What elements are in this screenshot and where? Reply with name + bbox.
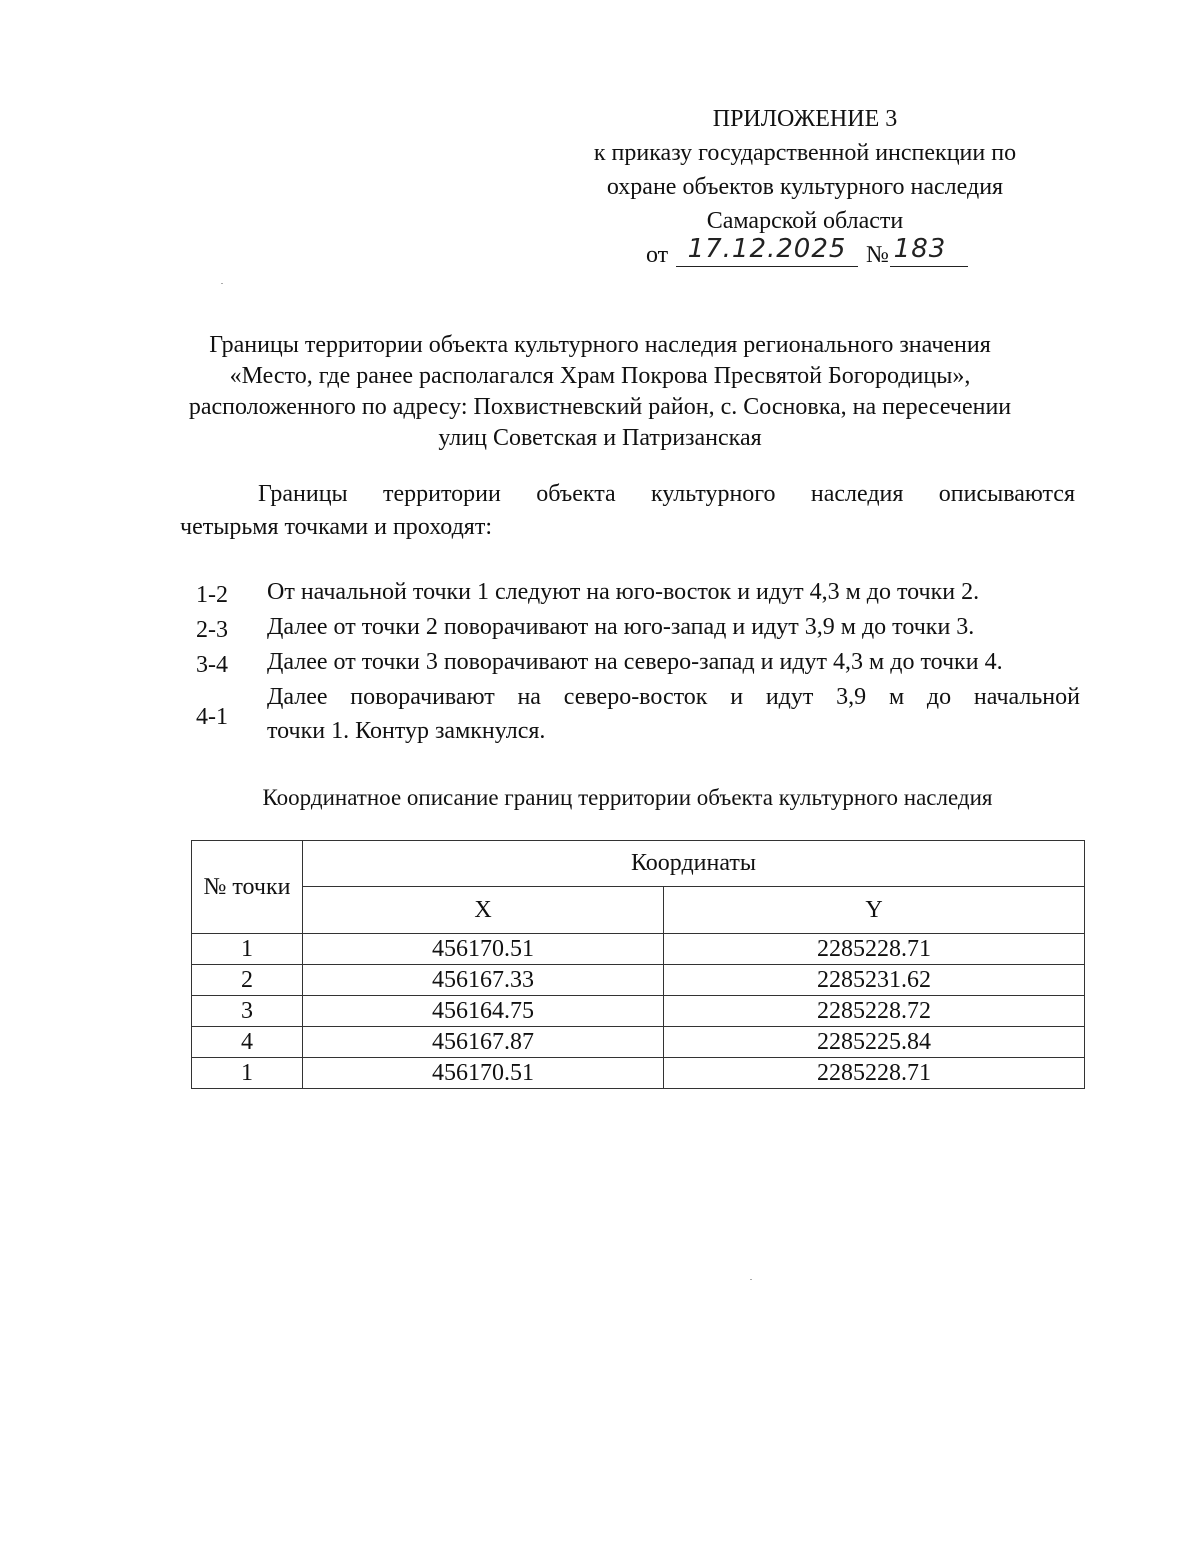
header-x: X bbox=[303, 887, 664, 934]
route-description: Далее от точки 2 поворачивают на юго-запад и идут 3,9 м до точки 3. bbox=[267, 614, 975, 640]
intro-paragraph bbox=[180, 478, 1075, 544]
route-description-line-2: точки 1. Контур замкнулся. bbox=[267, 718, 546, 744]
table-row bbox=[192, 965, 1085, 996]
date-underline bbox=[676, 266, 858, 267]
cell-point: 1 bbox=[192, 934, 303, 965]
cell-x: 456167.33 bbox=[303, 965, 664, 996]
route-item bbox=[180, 645, 1080, 679]
cell-y: 2285228.71 bbox=[664, 934, 1085, 965]
scan-speck bbox=[221, 283, 223, 284]
route-code: 4-1 bbox=[196, 704, 228, 730]
cell-x: 456170.51 bbox=[303, 1058, 664, 1089]
document-title bbox=[150, 330, 1050, 454]
appendix-line-2: к приказу государственной инспекции по bbox=[593, 140, 1017, 166]
cell-y: 2285225.84 bbox=[664, 1027, 1085, 1058]
handwritten-number: 183 bbox=[893, 234, 947, 264]
table-row bbox=[192, 996, 1085, 1027]
cell-point: 1 bbox=[192, 1058, 303, 1089]
cell-point: 2 bbox=[192, 965, 303, 996]
route-description: От начальной точки 1 следуют на юго-восток и идут 4,3 м до точки 2. bbox=[267, 579, 980, 605]
route-code: 1-2 bbox=[196, 582, 228, 608]
boundary-route-list bbox=[180, 575, 1080, 749]
cell-x: 456170.51 bbox=[303, 934, 664, 965]
route-description bbox=[267, 680, 1080, 748]
cell-y: 2285228.72 bbox=[664, 996, 1085, 1027]
intro-line-2: четырьмя точками и проходят: bbox=[180, 514, 492, 540]
cell-y: 2285231.62 bbox=[664, 965, 1085, 996]
handwritten-date: 17.12.2025 bbox=[687, 234, 847, 264]
table-row bbox=[192, 1027, 1085, 1058]
appendix-title: ПРИЛОЖЕНИЕ 3 bbox=[712, 106, 898, 132]
cell-x: 456167.87 bbox=[303, 1027, 664, 1058]
appendix-line-4: Самарской области bbox=[706, 208, 904, 234]
header-point-number: № точки bbox=[192, 841, 303, 934]
header-coordinates: Координаты bbox=[303, 841, 1085, 887]
number-label: № bbox=[866, 242, 889, 268]
order-date-number-line bbox=[560, 234, 1050, 272]
table-row bbox=[192, 1058, 1085, 1089]
title-line-3: расположенного по адресу: Похвистневский район, с. Сосновка, на пересечении bbox=[188, 394, 1012, 420]
cell-point: 4 bbox=[192, 1027, 303, 1058]
header-y: Y bbox=[664, 887, 1085, 934]
title-line-1: Границы территории объекта культурного наследия регионального значения bbox=[209, 332, 991, 358]
scan-speck bbox=[750, 1279, 752, 1280]
intro-line-1: Границы территории объекта культурного наследия описываются bbox=[258, 481, 1075, 507]
route-item bbox=[180, 575, 1080, 609]
route-description-line-1: Далее поворачивают на северо-восток и идут 3,9 м до начальной bbox=[267, 684, 1080, 710]
cell-point: 3 bbox=[192, 996, 303, 1027]
table-caption: Координатное описание границ территории объекта культурного наследия bbox=[262, 785, 993, 810]
route-description: Далее от точки 3 поворачивают на северо-запад и идут 4,3 м до точки 4. bbox=[267, 649, 1003, 675]
title-line-2: «Место, где ранее располагался Храм Покрова Пресвятой Богородицы», bbox=[229, 363, 971, 389]
coordinates-table bbox=[191, 840, 1085, 1089]
date-label: от bbox=[646, 242, 669, 268]
route-item bbox=[180, 680, 1080, 748]
cell-x: 456164.75 bbox=[303, 996, 664, 1027]
route-item bbox=[180, 610, 1080, 644]
title-line-4: улиц Советская и Патризанская bbox=[438, 425, 762, 451]
table-row bbox=[192, 934, 1085, 965]
appendix-header bbox=[560, 102, 1050, 272]
route-code: 3-4 bbox=[196, 652, 228, 678]
cell-y: 2285228.71 bbox=[664, 1058, 1085, 1089]
appendix-line-3: охране объектов культурного наследия bbox=[606, 174, 1004, 200]
route-code: 2-3 bbox=[196, 617, 228, 643]
number-underline bbox=[890, 266, 968, 267]
